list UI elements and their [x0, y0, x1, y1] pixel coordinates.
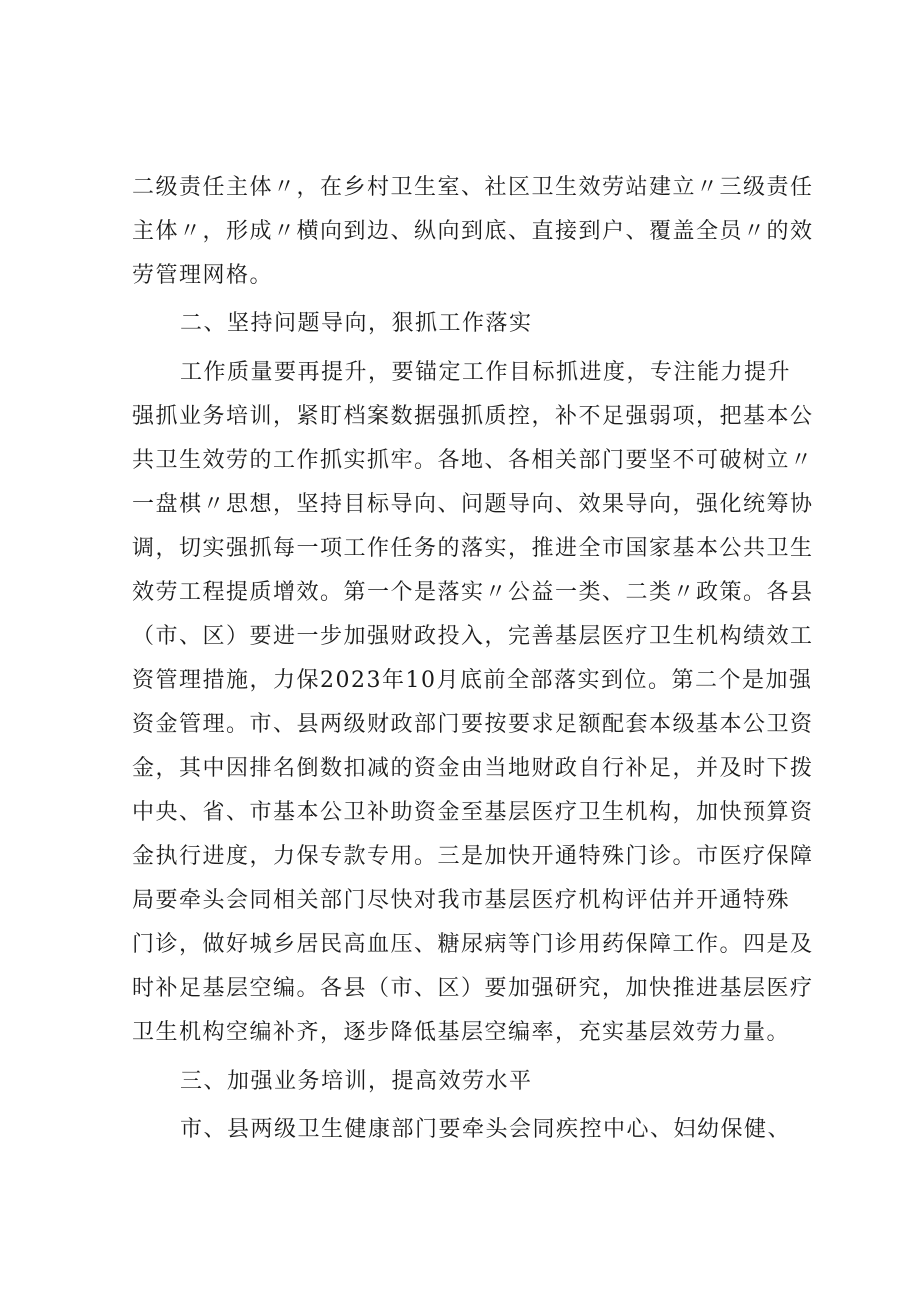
paragraph-line: 门诊，做好城乡居民高血压、糖尿病等门诊用药保障工作。四是及 — [132, 932, 814, 957]
paragraph-line: 主体〃，形成〃横向到边、纵向到底、直接到户、覆盖全员〃的效 — [132, 219, 814, 244]
paragraph-line: 市、县两级卫生健康部门要牵头会同疾控中心、妇幼保健、 — [180, 1117, 792, 1142]
paragraph-line: 卫生机构空编补齐，逐步降低基层空编率，充实基层效劳力量。 — [132, 1020, 791, 1045]
paragraph-line: 共卫生效劳的工作抓实抓牢。各地、各相关部门要坚不可破树立〃 — [132, 448, 814, 473]
paragraph-line: 一盘棋〃思想，坚持目标导向、问题导向、效果导向，强化统筹协 — [132, 492, 814, 517]
paragraph-line: 劳管理网格。 — [132, 263, 274, 288]
paragraph-line: 资管理措施，力保2023年10月底前全部落实到位。第二个是加强 — [132, 668, 813, 693]
paragraph-line: 调，切实强抓每一项工作任务的落实，推进全市国家基本公共卫生 — [132, 536, 814, 561]
section-heading-3: 三、加强业务培训，提高效劳水平 — [180, 1069, 533, 1094]
paragraph-line: 资金管理。市、县两级财政部门要按要求足额配套本级基本公卫资 — [132, 712, 814, 737]
paragraph-line: 工作质量要再提升，要锚定工作目标抓进度，专注能力提升 — [180, 360, 792, 385]
paragraph-line: 局要牵头会同相关部门尽快对我市基层医疗机构评估并开通特殊 — [132, 888, 791, 913]
paragraph-line: 二级责任主体〃，在乡村卫生室、社区卫生效劳站建立〃三级责任 — [132, 175, 814, 200]
paragraph-line: 金，其中因排名倒数扣减的资金由当地财政自行补足，并及时下拨 — [132, 756, 814, 781]
paragraph-line: 时补足基层空编。各县（市、区）要加强研究，加快推进基层医疗 — [132, 976, 814, 1001]
paragraph-line: 效劳工程提质增效。第一个是落实〃公益一类、二类〃政策。各县 — [132, 580, 814, 605]
paragraph-line: （市、区）要进一步加强财政投入，完善基层医疗卫生机构绩效工 — [132, 624, 814, 649]
paragraph-line: 强抓业务培训，紧盯档案数据强抓质控，补不足强弱项，把基本公 — [132, 404, 814, 429]
paragraph-line: 金执行进度，力保专款专用。三是加快开通特殊门诊。市医疗保障 — [132, 844, 814, 869]
section-heading-2: 二、坚持问题导向，狠抓工作落实 — [180, 311, 533, 336]
paragraph-line: 中央、省、市基本公卫补助资金至基层医疗卫生机构，加快预算资 — [132, 800, 814, 825]
